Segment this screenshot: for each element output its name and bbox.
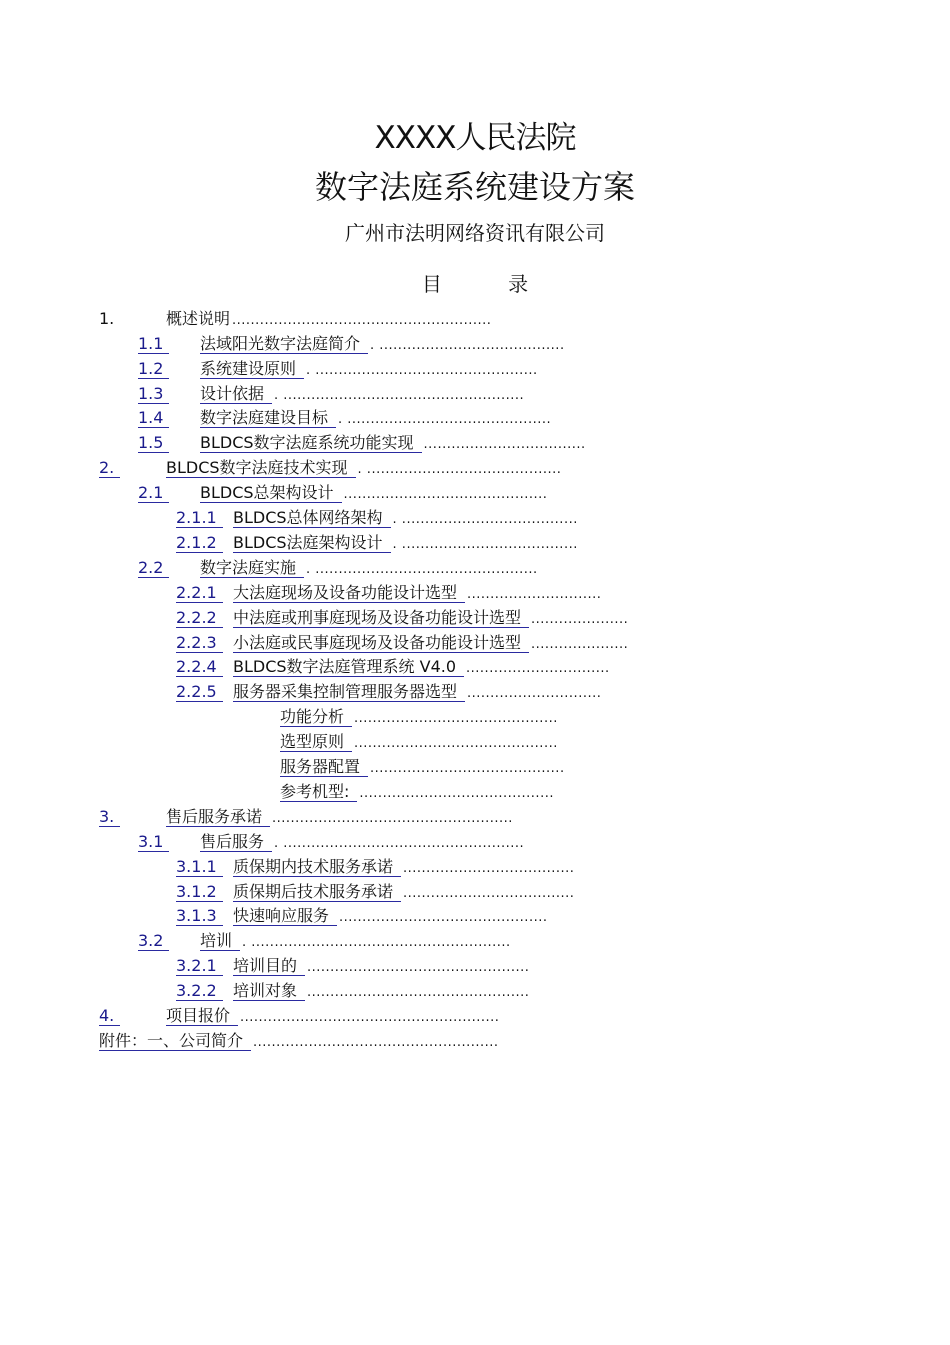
- toc-entry-title[interactable]: [280, 729, 558, 756]
- toc-entry-title[interactable]: [233, 978, 529, 1005]
- toc-entry-title[interactable]: [233, 630, 628, 657]
- toc-entry[interactable]: [0, 928, 950, 953]
- toc-entry[interactable]: [0, 530, 950, 555]
- toc-entry[interactable]: [0, 555, 950, 580]
- toc-entry-label[interactable]: 系统建设原则: [200, 360, 304, 379]
- toc-entry-title[interactable]: [200, 331, 565, 358]
- toc-dot-leader: . ........................................: [370, 338, 565, 353]
- toc-dot-leader: .....................................: [403, 861, 575, 876]
- toc-dot-leader: ...................................: [423, 437, 586, 452]
- toc-entry-title[interactable]: [200, 480, 547, 507]
- toc-entry-title[interactable]: [233, 679, 601, 706]
- toc-dot-leader: ..........................................: [359, 786, 554, 801]
- toc-entry[interactable]: [0, 978, 950, 1003]
- toc-entry[interactable]: [0, 679, 950, 704]
- toc-entry-label[interactable]: 小法庭或民事庭现场及设备功能设计选型: [233, 634, 529, 653]
- toc-entry-label[interactable]: 大法庭现场及设备功能设计选型: [233, 584, 465, 603]
- toc-entry-title[interactable]: [233, 530, 578, 557]
- toc-entry-number[interactable]: 3.1: [138, 829, 169, 854]
- toc-entry-label[interactable]: 中法庭或刑事庭现场及设备功能设计选型: [233, 609, 529, 628]
- toc-entry-title[interactable]: [200, 829, 524, 856]
- company-name: 广州市法明网络资讯有限公司: [345, 221, 605, 245]
- toc-entry-label[interactable]: 质保期后技术服务承诺: [233, 883, 401, 902]
- toc-entry-title[interactable]: [200, 928, 511, 955]
- toc-entry-title[interactable]: [233, 605, 628, 632]
- toc-entry[interactable]: [0, 854, 950, 879]
- toc-entry[interactable]: [0, 306, 950, 331]
- toc-entry-label[interactable]: 售后服务: [200, 833, 272, 852]
- toc-entry-title[interactable]: [280, 754, 565, 781]
- toc-entry-number[interactable]: 3.1.3: [176, 903, 223, 928]
- toc-entry[interactable]: [0, 630, 950, 655]
- toc-dot-leader: .....................................: [403, 886, 575, 901]
- toc-entry-label[interactable]: BLDCS总架构设计: [200, 484, 342, 503]
- toc-dot-leader: ............................................: [354, 736, 558, 751]
- toc-entry[interactable]: [0, 953, 950, 978]
- toc-entry[interactable]: [0, 1028, 950, 1053]
- toc-entry-number[interactable]: 2.2.1: [176, 580, 223, 605]
- toc-dot-leader: . ......................................: [392, 512, 578, 527]
- toc-entry-number[interactable]: 4.: [99, 1003, 120, 1028]
- toc-entry-label[interactable]: 参考机型:: [280, 783, 357, 802]
- toc-entry-number[interactable]: 2.: [99, 455, 120, 480]
- toc-dot-leader: .....................: [531, 637, 629, 652]
- toc-entry-label[interactable]: 培训: [200, 932, 240, 951]
- toc-entry-label[interactable]: 功能分析: [280, 708, 352, 727]
- toc-entry-number[interactable]: 3.2.1: [176, 953, 223, 978]
- toc-entry[interactable]: [0, 505, 950, 530]
- toc-dot-leader: ............................................: [343, 487, 548, 502]
- toc-entry[interactable]: [0, 804, 950, 829]
- toc-entry-title[interactable]: [200, 356, 538, 383]
- toc-entry-title[interactable]: [99, 1028, 499, 1055]
- toc-dot-leader: .............................: [467, 587, 602, 602]
- toc-entry-label[interactable]: BLDCS法庭架构设计: [233, 534, 391, 553]
- toc-entry-number[interactable]: 2.2.2: [176, 605, 223, 630]
- toc-entry[interactable]: [0, 1003, 950, 1028]
- toc-entry-number[interactable]: 3.2.2: [176, 978, 223, 1003]
- document-title: XXXX人民法院: [374, 120, 576, 156]
- toc-entry-number[interactable]: 3.: [99, 804, 120, 829]
- toc-entry-label[interactable]: 附件：一、公司简介: [99, 1032, 251, 1051]
- toc-entry-number[interactable]: 2.1: [138, 480, 169, 505]
- toc-entry-number[interactable]: 1.5: [138, 430, 169, 455]
- toc-entry[interactable]: [0, 729, 950, 754]
- toc-entry[interactable]: [0, 704, 950, 729]
- toc-dot-leader: . ..........................................: [357, 462, 562, 477]
- toc-entry[interactable]: [0, 405, 950, 430]
- toc-entry-title[interactable]: [166, 455, 561, 482]
- toc-entry-title[interactable]: [166, 306, 491, 333]
- toc-entry-number[interactable]: 2.2: [138, 555, 169, 580]
- toc-dot-leader: . ......................................: [392, 537, 578, 552]
- toc-entry-label[interactable]: BLDCS数字法庭系统功能实现: [200, 434, 422, 453]
- toc-entry-number[interactable]: 2.1.1: [176, 505, 223, 530]
- toc-entry[interactable]: [0, 903, 950, 928]
- toc-entry-number[interactable]: 2.2.5: [176, 679, 223, 704]
- toc-entry-title[interactable]: [233, 903, 547, 930]
- toc-entry[interactable]: [0, 879, 950, 904]
- toc-entry-title[interactable]: [280, 704, 558, 731]
- toc-entry-label[interactable]: 选型原则: [280, 733, 352, 752]
- toc-dot-leader: ........................................................: [240, 1010, 500, 1025]
- toc-entry-number[interactable]: 2.1.2: [176, 530, 223, 555]
- toc-entry[interactable]: [0, 829, 950, 854]
- toc-entry-label[interactable]: 快速响应服务: [233, 907, 337, 926]
- toc-dot-leader: .....................................................: [253, 1035, 499, 1050]
- toc-entry-label[interactable]: BLDCS数字法庭技术实现: [166, 459, 356, 478]
- toc-entry[interactable]: [0, 455, 950, 480]
- toc-entry-number[interactable]: 3.1.2: [176, 879, 223, 904]
- toc-entry[interactable]: [0, 779, 950, 804]
- toc-entry-title[interactable]: [200, 555, 538, 582]
- toc-entry-title[interactable]: [233, 654, 610, 681]
- toc-dot-leader: ........................................................: [232, 313, 492, 328]
- toc-dot-leader: . ....................................................: [274, 388, 525, 403]
- toc-dot-leader: .............................................: [339, 910, 548, 925]
- toc-entry-title[interactable]: [233, 854, 574, 881]
- toc-entry[interactable]: [0, 331, 950, 356]
- toc-entry-title[interactable]: [200, 430, 586, 457]
- toc-entry-title[interactable]: [233, 580, 601, 607]
- toc-entry[interactable]: [0, 430, 950, 455]
- toc-dot-leader: ............................................: [354, 711, 558, 726]
- toc-dot-leader: ..........................................: [370, 761, 565, 776]
- toc-entry-label[interactable]: 数字法庭建设目标: [200, 409, 336, 428]
- toc-entry-number[interactable]: 3.2: [138, 928, 169, 953]
- toc-entry[interactable]: [0, 356, 950, 381]
- toc-entry-label[interactable]: 培训目的: [233, 957, 305, 976]
- toc-entry[interactable]: [0, 754, 950, 779]
- toc-heading: 目 录: [421, 272, 559, 296]
- toc-entry-label[interactable]: 数字法庭实施: [200, 559, 304, 578]
- toc-entry-label[interactable]: 服务器采集控制管理服务器选型: [233, 683, 465, 702]
- toc-entry-label[interactable]: BLDCS总体网络架构: [233, 509, 391, 528]
- toc-entry-label[interactable]: 服务器配置: [280, 758, 368, 777]
- toc-dot-leader: .............................: [467, 686, 602, 701]
- toc-dot-leader: .....................: [531, 612, 629, 627]
- document-subtitle: 数字法庭系统建设方案: [314, 168, 635, 206]
- toc-entry[interactable]: [0, 381, 950, 406]
- toc-entry-number[interactable]: 1.2: [138, 356, 169, 381]
- toc-entry-title[interactable]: [233, 879, 574, 906]
- toc-dot-leader: ................................................: [307, 960, 530, 975]
- toc-entry-title[interactable]: [200, 381, 524, 408]
- toc-dot-leader: . ............................................: [338, 412, 552, 427]
- toc-dot-leader: ...............................: [466, 661, 610, 676]
- toc-dot-leader: . ................................................: [306, 363, 538, 378]
- toc-entry[interactable]: [0, 605, 950, 630]
- toc-entry-label[interactable]: 概述说明: [166, 309, 231, 328]
- toc-dot-leader: . ........................................................: [242, 935, 511, 950]
- toc-dot-leader: . ................................................: [306, 562, 538, 577]
- toc-entry-number[interactable]: 2.2.4: [176, 654, 223, 679]
- toc-entry-title[interactable]: [280, 779, 554, 806]
- toc-dot-leader: ....................................................: [272, 811, 513, 826]
- toc-entry[interactable]: [0, 580, 950, 605]
- toc-entry-number[interactable]: 3.1.1: [176, 854, 223, 879]
- toc-entry-label[interactable]: 培训对象: [233, 982, 305, 1001]
- toc-entry-number[interactable]: 1.4: [138, 405, 169, 430]
- toc-entry-title[interactable]: [166, 804, 513, 831]
- toc-entry-title[interactable]: [200, 405, 551, 432]
- toc-entry-number[interactable]: 1.3: [138, 381, 169, 406]
- toc-entry-label[interactable]: 法域阳光数字法庭简介: [200, 335, 368, 354]
- toc-dot-leader: . ....................................................: [274, 836, 525, 851]
- toc-entry-label[interactable]: 设计依据: [200, 385, 272, 404]
- toc-entry-label[interactable]: 质保期内技术服务承诺: [233, 858, 401, 877]
- toc-entry-label[interactable]: BLDCS数字法庭管理系统 V4.0: [233, 658, 464, 677]
- toc-entry[interactable]: [0, 654, 950, 679]
- toc-dot-leader: ................................................: [307, 985, 530, 1000]
- toc-entry-label[interactable]: 售后服务承诺: [166, 808, 270, 827]
- toc-entry-number[interactable]: 2.2.3: [176, 630, 223, 655]
- toc-entry-title[interactable]: [233, 505, 578, 532]
- toc-entry-number[interactable]: 1.: [99, 309, 115, 328]
- toc-entry[interactable]: [0, 480, 950, 505]
- toc-entry-title[interactable]: [166, 1003, 499, 1030]
- toc-entry-number[interactable]: 1.1: [138, 331, 169, 356]
- toc-entry-label[interactable]: 项目报价: [166, 1007, 238, 1026]
- toc-entry-title[interactable]: [233, 953, 529, 980]
